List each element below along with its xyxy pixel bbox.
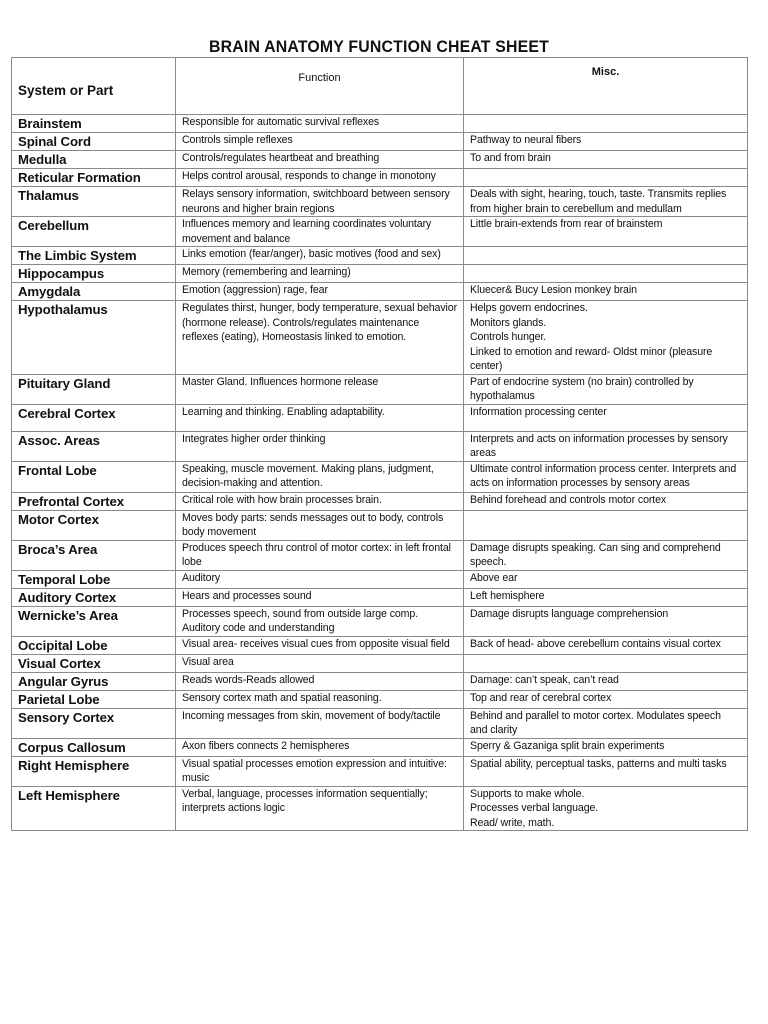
table-row (12, 283, 748, 301)
function-cell: Helps control arousal, responds to change in monotony (176, 169, 464, 187)
part-name-cell: Brainstem (12, 115, 176, 133)
part-name-cell: Hippocampus (12, 265, 176, 283)
table-row (12, 301, 748, 375)
table-row (12, 654, 748, 672)
part-name-cell: Corpus Callosum (12, 738, 176, 756)
table-body (12, 115, 748, 831)
misc-line: Left hemisphere (470, 589, 545, 602)
table-row (12, 247, 748, 265)
function-cell: Links emotion (fear/anger), basic motives (food and sex) (176, 247, 464, 265)
table-row (12, 588, 748, 606)
table-row (12, 636, 748, 654)
misc-line: Read/ write, math. (470, 816, 555, 829)
function-cell: Produces speech thru control of motor cortex: in left frontal lobe (176, 540, 464, 570)
misc-cell (464, 786, 748, 831)
misc-line: Damage disrupts speaking. Can sing and comprehend speech. (470, 541, 721, 568)
misc-cell (464, 133, 748, 151)
misc-line: Damage disrupts language comprehension (470, 607, 669, 620)
misc-cell (464, 283, 748, 301)
misc-cell (464, 708, 748, 738)
part-name-cell: Wernicke’s Area (12, 606, 176, 636)
misc-cell (464, 606, 748, 636)
part-name-cell: Medulla (12, 151, 176, 169)
part-name-cell: Thalamus (12, 187, 176, 217)
function-cell: Visual area- receives visual cues from opposite visual field (176, 636, 464, 654)
misc-line: Processes verbal language. (470, 802, 599, 814)
misc-line: Pathway to neural fibers (470, 134, 582, 146)
table-row (12, 738, 748, 756)
table-row (12, 169, 748, 187)
part-name-cell: Left Hemisphere (12, 786, 176, 831)
misc-line: Sperry & Gazaniga split brain experiments (470, 739, 665, 752)
document-title: BRAIN ANATOMY FUNCTION CHEAT SHEET (208, 38, 550, 56)
function-cell: Visual area (176, 654, 464, 672)
function-cell: Regulates thirst, hunger, body temperature, sexual behavior (hormone release). Controls/regulates maintenance reflexes (eating), Homeostasis linked to emotion. (176, 301, 464, 375)
part-name-cell: Prefrontal Cortex (12, 492, 176, 510)
table-row (12, 690, 748, 708)
function-cell: Hears and processes sound (176, 588, 464, 606)
part-name-cell: Spinal Cord (12, 133, 176, 151)
misc-line: Deals with sight, hearing, touch, taste. Transmits replies from higher brain to cerebellum and medullam (470, 188, 727, 215)
misc-line: Above ear (470, 571, 518, 584)
misc-line: Ultimate control information process center. Interprets and acts on information processes by sensory areas (470, 462, 737, 489)
header-system-or-part: System or Part (12, 58, 176, 115)
function-cell: Moves body parts: sends messages out to body, controls body movement (176, 510, 464, 540)
function-cell: Sensory cortex math and spatial reasoning. (176, 690, 464, 708)
header-function: Function (176, 58, 464, 115)
part-name-cell: Assoc. Areas (12, 431, 176, 461)
misc-line: Supports to make whole. (470, 787, 585, 800)
table-row (12, 492, 748, 510)
function-cell: Responsible for automatic survival reflexes (176, 115, 464, 133)
misc-cell (464, 540, 748, 570)
misc-cell (464, 672, 748, 690)
part-name-cell: Occipital Lobe (12, 636, 176, 654)
misc-line: Interprets and acts on information processes by sensory areas (470, 432, 728, 459)
part-name-cell: Parietal Lobe (12, 690, 176, 708)
misc-line: Top and rear of cerebral cortex (470, 691, 612, 704)
misc-cell (464, 510, 748, 540)
table-row (12, 151, 748, 169)
part-name-cell: Auditory Cortex (12, 588, 176, 606)
table-row (12, 115, 748, 133)
misc-line: Damage: can’t speak, can’t read (470, 673, 619, 686)
table-row (12, 461, 748, 492)
function-cell: Reads words-Reads allowed (176, 672, 464, 690)
misc-line: Kluecer& Bucy Lesion monkey brain (470, 284, 637, 296)
misc-line: Back of head- above cerebellum contains visual cortex (470, 637, 721, 650)
misc-line: Little brain-extends from rear of brainstem (470, 218, 663, 230)
table-header-row (12, 58, 748, 115)
misc-cell (464, 151, 748, 169)
table-row (12, 265, 748, 283)
table-row (12, 187, 748, 217)
cheat-sheet (11, 36, 747, 831)
table-row (12, 404, 748, 431)
misc-line: Behind and parallel to motor cortex. Modulates speech and clarity (470, 709, 721, 736)
misc-cell (464, 588, 748, 606)
part-name-cell: Cerebellum (12, 217, 176, 247)
misc-line: Helps govern endocrines. (470, 302, 588, 314)
part-name-cell: Frontal Lobe (12, 461, 176, 492)
misc-cell (464, 404, 748, 431)
part-name-cell: Angular Gyrus (12, 672, 176, 690)
misc-cell (464, 431, 748, 461)
misc-line: Behind forehead and controls motor cortex (470, 493, 667, 506)
table-row (12, 570, 748, 588)
table-row (12, 708, 748, 738)
table-row (12, 606, 748, 636)
table-row (12, 217, 748, 247)
part-name-cell: Right Hemisphere (12, 756, 176, 786)
function-cell: Visual spatial processes emotion expression and intuitive: music (176, 756, 464, 786)
misc-cell (464, 461, 748, 492)
function-cell: Emotion (aggression) rage, fear (176, 283, 464, 301)
part-name-cell: Visual Cortex (12, 654, 176, 672)
part-name-cell: Temporal Lobe (12, 570, 176, 588)
function-cell: Controls simple reflexes (176, 133, 464, 151)
part-name-cell: Hypothalamus (12, 301, 176, 375)
function-cell: Critical role with how brain processes brain. (176, 492, 464, 510)
misc-cell (464, 690, 748, 708)
misc-cell (464, 654, 748, 672)
function-cell: Memory (remembering and learning) (176, 265, 464, 283)
function-cell: Influences memory and learning coordinates voluntary movement and balance (176, 217, 464, 247)
table-row (12, 510, 748, 540)
misc-line: Spatial ability, perceptual tasks, patterns and multi tasks (470, 757, 727, 770)
misc-cell (464, 247, 748, 265)
header-misc: Misc. (464, 58, 748, 115)
misc-cell (464, 492, 748, 510)
misc-line: To and from brain (470, 152, 551, 164)
misc-line: Information processing center (470, 405, 607, 418)
misc-line: Linked to emotion and reward- Oldst minor (pleasure center) (470, 345, 713, 372)
misc-cell (464, 738, 748, 756)
misc-cell (464, 756, 748, 786)
part-name-cell: Pituitary Gland (12, 374, 176, 404)
function-cell: Integrates higher order thinking (176, 431, 464, 461)
function-cell: Speaking, muscle movement. Making plans, judgment, decision-making and attention. (176, 461, 464, 492)
misc-cell (464, 217, 748, 247)
function-cell: Verbal, language, processes information sequentially; interprets actions logic (176, 786, 464, 831)
part-name-cell: Broca’s Area (12, 540, 176, 570)
part-name-cell: Amygdala (12, 283, 176, 301)
misc-cell (464, 265, 748, 283)
function-cell: Axon fibers connects 2 hemispheres (176, 738, 464, 756)
function-cell: Master Gland. Influences hormone release (176, 374, 464, 404)
table-row (12, 672, 748, 690)
part-name-cell: The Limbic System (12, 247, 176, 265)
misc-cell (464, 374, 748, 404)
misc-cell (464, 187, 748, 217)
function-cell: Learning and thinking. Enabling adaptability. (176, 404, 464, 431)
table-row (12, 133, 748, 151)
function-cell: Processes speech, sound from outside large comp. Auditory code and understanding (176, 606, 464, 636)
misc-line: Monitors glands. (470, 316, 547, 329)
part-name-cell: Sensory Cortex (12, 708, 176, 738)
misc-line: Controls hunger. (470, 331, 547, 343)
misc-cell (464, 115, 748, 133)
function-cell: Auditory (176, 570, 464, 588)
table-row (12, 374, 748, 404)
misc-cell (464, 636, 748, 654)
function-cell: Incoming messages from skin, movement of body/tactile (176, 708, 464, 738)
function-cell: Relays sensory information, switchboard between sensory neurons and higher brain regions (176, 187, 464, 217)
part-name-cell: Reticular Formation (12, 169, 176, 187)
table-row (12, 431, 748, 461)
misc-cell (464, 169, 748, 187)
table-row (12, 756, 748, 786)
misc-cell (464, 301, 748, 375)
anatomy-table (11, 57, 748, 831)
table-row (12, 786, 748, 831)
misc-cell (464, 570, 748, 588)
part-name-cell: Motor Cortex (12, 510, 176, 540)
misc-line: Part of endocrine system (no brain) controlled by hypothalamus (470, 375, 694, 402)
part-name-cell: Cerebral Cortex (12, 404, 176, 431)
function-cell: Controls/regulates heartbeat and breathing (176, 151, 464, 169)
table-row (12, 540, 748, 570)
